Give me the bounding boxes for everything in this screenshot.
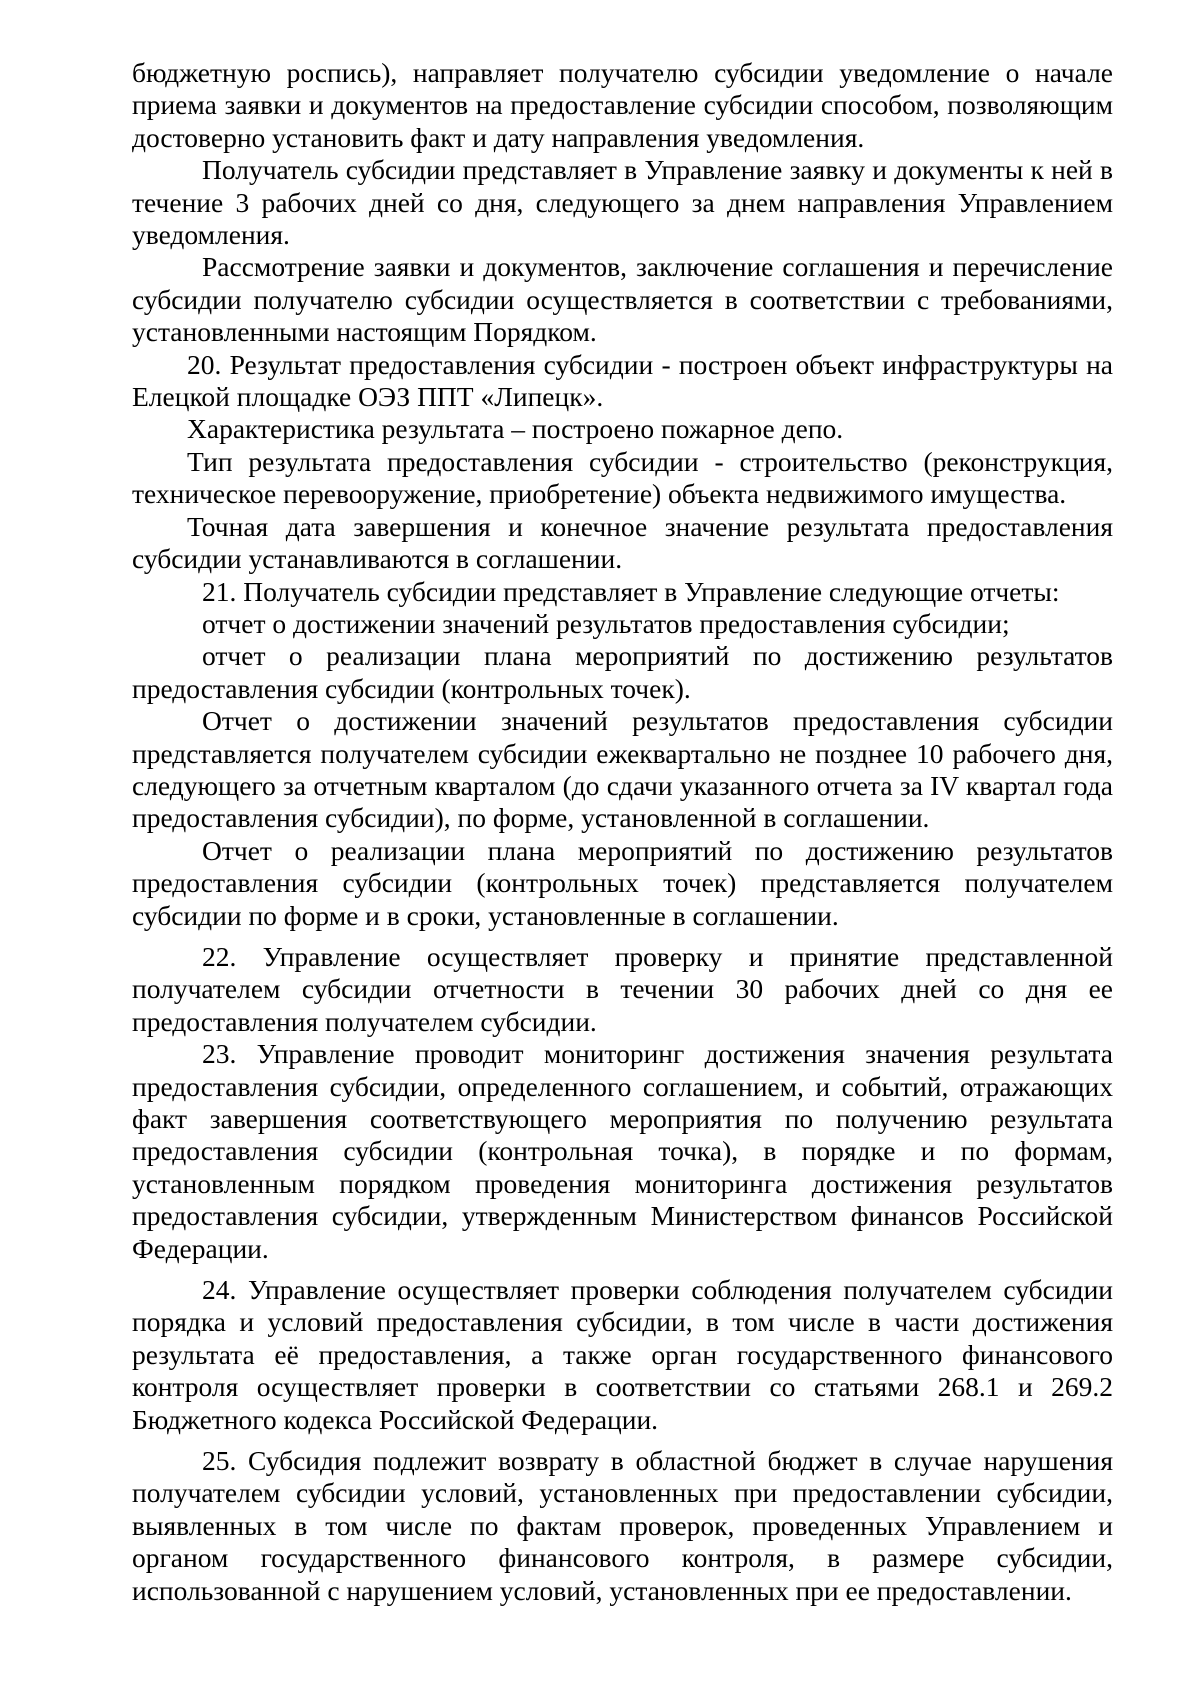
- paragraph-item-25-refund: 25. Субсидия подлежит возврату в областной бюджет в случае нарушения получателем субсидии условий, установленных при предоставлении субсидии, выявленных в том числе по фактам проверок, проведенных Управлением и органом государственного финансового контроля, в размере субсидии, использованной с нарушением условий, установленных при ее предоставлении.: [132, 1445, 1113, 1606]
- paragraph-results-report-timing: Отчет о достижении значений результатов предоставления субсидии представляется получателем субсидии ежеквартально не позднее 10 рабочего дня, следующего за отчетным кварталом (до сдачи указанного отчета за IV квартал года предоставления субсидии), по форме, установленной в соглашении.: [132, 705, 1113, 834]
- paragraph-application-submission: Получатель субсидии представляет в Управление заявку и документы к ней в течение 3 рабочих дней со дня, следующего за днем направления Управлением уведомления.: [132, 154, 1113, 251]
- paragraph-item-21-reports: 21. Получатель субсидии представляет в Управление следующие отчеты:: [202, 575, 1060, 607]
- paragraph-review-process: Рассмотрение заявки и документов, заключение соглашения и перечисление субсидии получателю субсидии осуществляется в соответствии с требованиями, установленными настоящим Порядком.: [132, 251, 1113, 348]
- paragraph-report-plan: отчет о реализации плана мероприятий по достижению результатов предоставления субсидии (контрольных точек).: [132, 640, 1113, 704]
- paragraph-item-23-monitoring: 23. Управление проводит мониторинг достижения значения результата предоставления субсидии, определенного соглашением, и событий, отражающих факт завершения соответствующего мероприятия по получению результата предоставления субсидии (контрольная точка), в порядке и по формам, установленным порядком проведения мониторинга достижения результатов предоставления субсидии, утвержденным Министерством финансов Российской Федерации.: [132, 1038, 1113, 1264]
- paragraph-result-type: Тип результата предоставления субсидии - строительство (реконструкция, техническое перевооружение, приобретение) объекта недвижимого имущества.: [132, 445, 1113, 510]
- paragraph-result-characteristic: Характеристика результата – построено пожарное депо.: [187, 413, 844, 445]
- paragraph-report-results: отчет о достижении значений результатов предоставления субсидии;: [202, 607, 1010, 639]
- paragraph-item-24-inspections: 24. Управление осуществляет проверки соблюдения получателем субсидии порядка и условий предоставления субсидии, в том числе в части достижения результата её предоставления, а также орган государственного финансового контроля осуществляет проверки в соответствии со статьями 268.1 и 269.2 Бюджетного кодекса Российской Федерации.: [132, 1274, 1113, 1435]
- paragraph-item-22-verification: 22. Управление осуществляет проверку и принятие представленной получателем субсидии отчетности в течении 30 рабочих дней со дня ее предоставления получателем субсидии.: [132, 940, 1113, 1037]
- paragraph-completion-date: Точная дата завершения и конечное значение результата предоставления субсидии устанавливаются в соглашении.: [132, 510, 1113, 575]
- paragraph-notification-intro: бюджетную роспись), направляет получателю субсидии уведомление о начале приема заявки и документов на предоставление субсидии способом, позволяющим достоверно установить факт и дату направления уведомления.: [132, 57, 1113, 153]
- paragraph-plan-report-timing: Отчет о реализации плана мероприятий по достижению результатов предоставления субсидии (контрольных точек) представляется получателем субсидии по форме и в сроки, установленные в соглашении.: [132, 834, 1113, 931]
- paragraph-item-20-result: 20. Результат предоставления субсидии - построен объект инфраструктуры на Елецкой площадке ОЭЗ ППТ «Липецк».: [132, 348, 1113, 413]
